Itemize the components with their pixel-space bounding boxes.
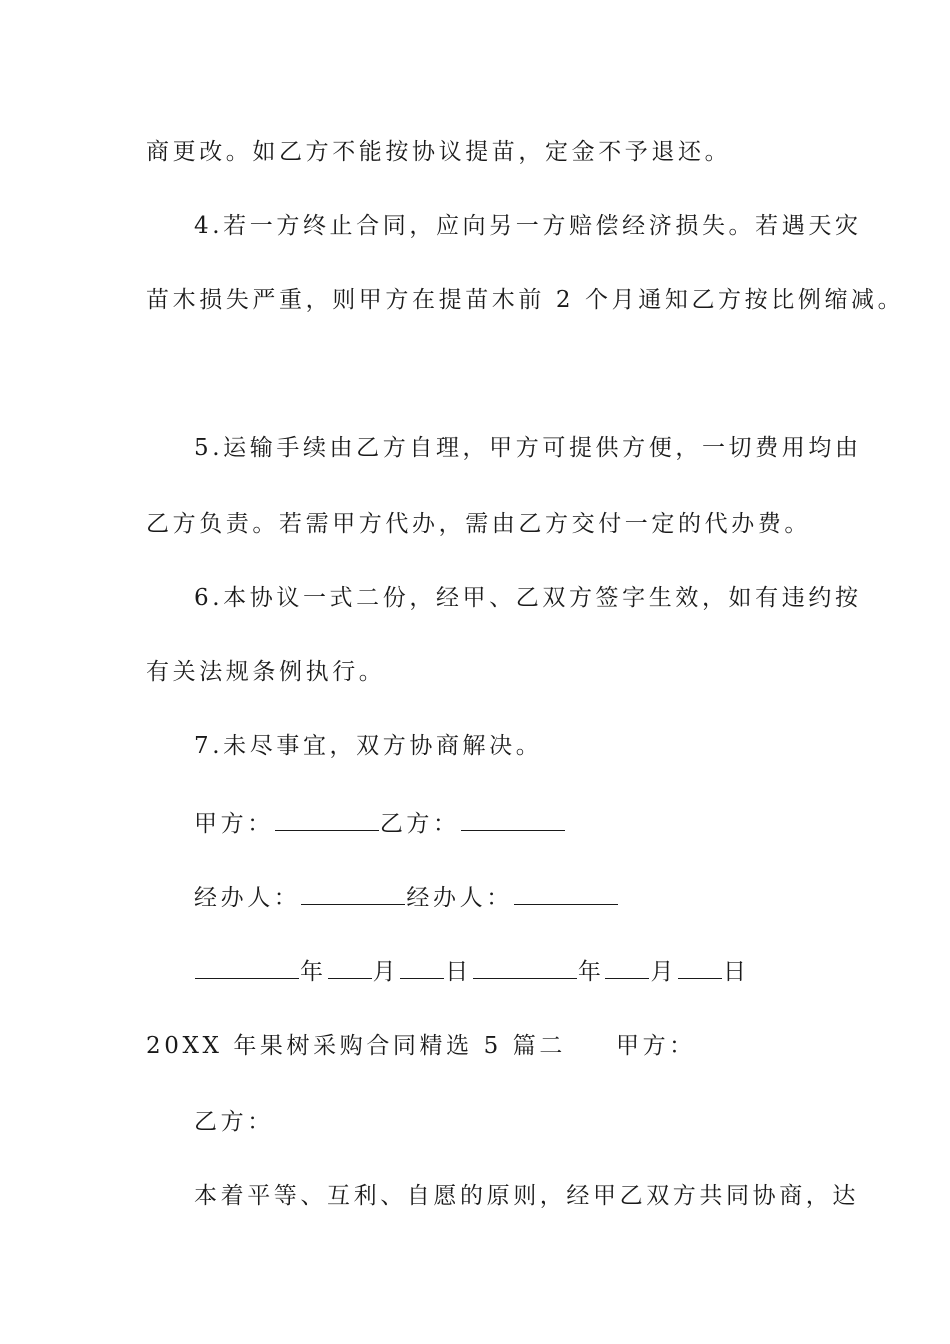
date-b-month-blank xyxy=(605,956,649,979)
date-b-day-label: 日 xyxy=(723,959,750,985)
section-party-a-label: 甲方： xyxy=(615,1033,696,1059)
final-paragraph: 本着平等、互利、自愿的原则，经甲乙双方共同协商，达 xyxy=(194,1183,859,1209)
party-b-blank xyxy=(461,808,565,831)
agent-b-label: 经办人： xyxy=(406,885,513,911)
clause-7: 7.未尽事宜，双方协商解决。 xyxy=(194,733,543,759)
section-title: 20XX 年果树采购合同精选 5 篇二 xyxy=(146,1033,566,1059)
date-b-day-blank xyxy=(678,956,722,979)
agent-b-blank xyxy=(514,882,618,905)
party-a-label: 甲方： xyxy=(194,811,274,837)
clause-5-line-2: 乙方负责。若需甲方代办，需由乙方交付一定的代办费。 xyxy=(146,511,811,537)
party-a-blank xyxy=(275,808,379,831)
clause-5-line-1: 5.运输手续由乙方自理，甲方可提供方便，一切费用均由 xyxy=(194,435,862,461)
signature-agents-line xyxy=(194,882,619,914)
paragraph-continuation: 商更改。如乙方不能按协议提苗，定金不予退还。 xyxy=(146,139,732,165)
date-a-month-blank xyxy=(328,956,372,979)
date-a-year-blank xyxy=(195,956,299,979)
date-a-day-label: 日 xyxy=(445,959,472,985)
date-a-month-label: 月 xyxy=(372,959,400,985)
date-b-month-label: 月 xyxy=(650,959,678,985)
section-heading-line xyxy=(146,1030,696,1062)
clause-4-line-2: 苗木损失严重，则甲方在提苗木前 2 个月通知乙方按比例缩减。 xyxy=(146,287,905,313)
signature-date-line xyxy=(194,956,750,988)
date-b-year-label: 年 xyxy=(577,959,605,985)
clause-4-line-1: 4.若一方终止合同，应向另一方赔偿经济损失。若遇天灾 xyxy=(194,213,862,239)
signature-parties-line xyxy=(194,808,566,840)
date-b-year-blank xyxy=(473,956,577,979)
agent-a-label: 经办人： xyxy=(194,885,301,911)
date-a-day-blank xyxy=(400,956,444,979)
agent-a-blank xyxy=(301,882,405,905)
date-a-year-label: 年 xyxy=(300,959,327,985)
clause-6-line-1: 6.本协议一式二份，经甲、乙双方签字生效，如有违约按 xyxy=(194,585,862,611)
clause-6-line-2: 有关法规条例执行。 xyxy=(146,659,386,685)
party-b-label: 乙方： xyxy=(379,811,460,837)
party-b-line: 乙方： xyxy=(194,1109,274,1135)
